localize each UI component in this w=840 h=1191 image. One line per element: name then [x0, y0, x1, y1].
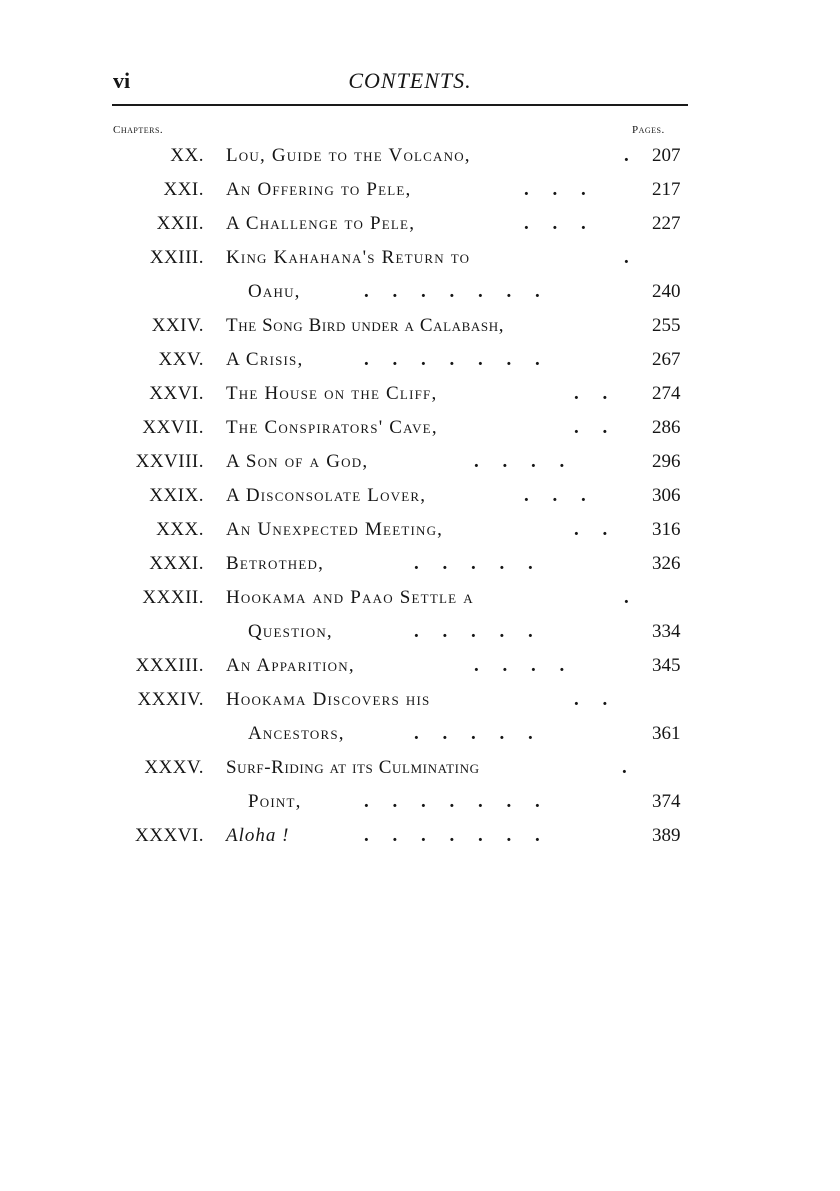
chapter-number: XXVI.: [149, 383, 204, 404]
header-rule: [112, 104, 688, 106]
page-ref: 227: [652, 213, 681, 234]
dot-leader: . . . .: [474, 451, 565, 472]
toc-entry: [0, 655, 840, 689]
chapters-column-heading: Chapters.: [113, 124, 164, 136]
toc-entry: [0, 315, 840, 349]
chapter-number: XXIII.: [149, 247, 204, 268]
chapter-title: The Conspirators' Cave,: [226, 417, 438, 438]
dot-leader: .: [624, 247, 629, 268]
chapter-title: Aloha !: [226, 825, 290, 846]
dot-leader: . .: [574, 689, 608, 710]
chapter-number: XXV.: [158, 349, 204, 370]
page-ref: 207: [652, 145, 681, 166]
dot-leader: . . . . .: [414, 553, 533, 574]
dot-leader: .: [624, 145, 629, 166]
toc-entry: [0, 689, 840, 723]
toc-entry: [0, 349, 840, 383]
chapter-number: XXI.: [163, 179, 204, 200]
page-ref: 274: [652, 383, 681, 404]
dot-leader: . . . . . . .: [364, 791, 540, 812]
toc-entry: [0, 519, 840, 553]
page-ref: 296: [652, 451, 681, 472]
chapter-title: An Offering to Pele,: [226, 179, 412, 200]
chapter-title: The Song Bird under a Calabash,: [226, 315, 505, 336]
dot-leader: . . . .: [474, 655, 565, 676]
page-ref: 374: [652, 791, 681, 812]
toc-entry-continuation: [0, 791, 840, 825]
chapter-title: An Apparition,: [226, 655, 355, 676]
toc-entry: [0, 485, 840, 519]
dot-leader: . .: [574, 383, 608, 404]
dot-leader: . . . . . . .: [364, 825, 540, 846]
chapter-number: XXIV.: [151, 315, 204, 336]
page-ref: 267: [652, 349, 681, 370]
dot-leader: .: [622, 757, 627, 778]
page-ref: 389: [652, 825, 681, 846]
toc-entry: [0, 451, 840, 485]
page-ref: 361: [652, 723, 681, 744]
chapter-number: XX.: [170, 145, 204, 166]
dot-leader: .: [624, 587, 629, 608]
chapter-number: XXIX.: [149, 485, 204, 506]
toc-entry: [0, 179, 840, 213]
page-ref: 326: [652, 553, 681, 574]
toc-entry-continuation: [0, 723, 840, 757]
chapter-number: XXXVI.: [135, 825, 204, 846]
toc-entry: [0, 757, 840, 791]
chapter-title: A Disconsolate Lover,: [226, 485, 427, 506]
chapter-title: Question,: [248, 621, 333, 642]
page-ref: 255: [652, 315, 681, 336]
dot-leader: . .: [574, 417, 608, 438]
chapter-number: XXXI.: [149, 553, 204, 574]
toc-entry: [0, 587, 840, 621]
running-title: CONTENTS.: [348, 68, 472, 93]
toc-entry: [0, 213, 840, 247]
toc-entry: [0, 825, 840, 859]
dot-leader: . . . . .: [414, 621, 533, 642]
chapter-title: King Kahahana's Return to: [226, 247, 471, 268]
dot-leader: . . .: [524, 179, 586, 200]
dot-leader: . . . . .: [414, 723, 533, 744]
toc-entry: [0, 417, 840, 451]
page-ref: 240: [652, 281, 681, 302]
toc-entry: [0, 145, 840, 179]
chapter-number: XXVII.: [142, 417, 204, 438]
dot-leader: . . . . . . .: [364, 349, 540, 370]
page-ref: 316: [652, 519, 681, 540]
pages-column-heading: Pages.: [632, 124, 665, 136]
chapter-number: XXXII.: [142, 587, 204, 608]
chapter-number: XXXIV.: [137, 689, 204, 710]
chapter-title: Ancestors,: [248, 723, 345, 744]
toc-entry: [0, 553, 840, 587]
page-number: vi: [113, 68, 131, 93]
chapter-number: XXXIII.: [135, 655, 204, 676]
chapter-title: Oahu,: [248, 281, 301, 302]
chapter-title: A Son of a God,: [226, 451, 369, 472]
chapter-title: An Unexpected Meeting,: [226, 519, 444, 540]
chapter-title: Point,: [248, 791, 302, 812]
toc-entry: [0, 247, 840, 281]
chapter-title: A Crisis,: [226, 349, 304, 370]
chapter-number: XXX.: [156, 519, 204, 540]
chapter-title: Surf-Riding at its Culminating: [226, 757, 480, 778]
chapter-title: Betrothed,: [226, 553, 325, 574]
toc-entry-continuation: [0, 281, 840, 315]
chapter-title: Hookama Discovers his: [226, 689, 431, 710]
page-ref: 217: [652, 179, 681, 200]
dot-leader: . .: [574, 519, 608, 540]
chapter-title: Hookama and Paao Settle a: [226, 587, 474, 608]
chapter-title: A Challenge to Pele,: [226, 213, 416, 234]
toc-entry: [0, 383, 840, 417]
chapter-number: XXII.: [156, 213, 204, 234]
chapter-number: XXXV.: [144, 757, 204, 778]
page-ref: 286: [652, 417, 681, 438]
chapter-title: Lou, Guide to the Volcano,: [226, 145, 471, 166]
dot-leader: . . .: [524, 485, 586, 506]
page-ref: 334: [652, 621, 681, 642]
chapter-number: XXVIII.: [135, 451, 204, 472]
chapter-title: The House on the Cliff,: [226, 383, 438, 404]
dot-leader: . . . . . . .: [364, 281, 540, 302]
toc-entry-continuation: [0, 621, 840, 655]
dot-leader: . . .: [524, 213, 586, 234]
page-ref: 306: [652, 485, 681, 506]
page-ref: 345: [652, 655, 681, 676]
